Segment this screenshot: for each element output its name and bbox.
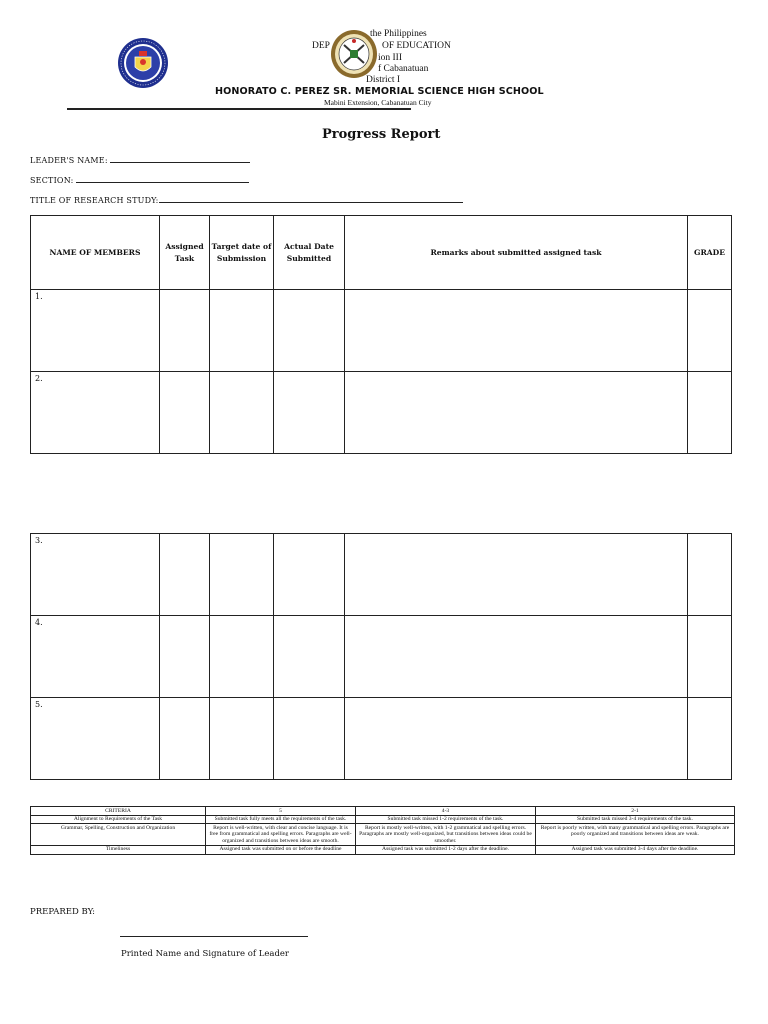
grade-cell[interactable] bbox=[688, 372, 732, 454]
header-dep: DEP bbox=[312, 41, 330, 51]
actual-cell[interactable] bbox=[274, 616, 345, 698]
header-country: the Philippines bbox=[370, 29, 427, 39]
rubric-criteria: Alignment to Requirements of the Task bbox=[31, 815, 206, 824]
table-row bbox=[31, 372, 732, 454]
rubric-header-row bbox=[31, 807, 735, 816]
row-number: 1. bbox=[35, 292, 43, 301]
page-title: Progress Report bbox=[322, 127, 441, 142]
header-members: NAME OF MEMBERS bbox=[31, 216, 160, 290]
header-line-1 bbox=[370, 29, 460, 40]
leader-name-line[interactable] bbox=[110, 155, 250, 163]
grade-cell[interactable] bbox=[688, 290, 732, 372]
header-line-4 bbox=[378, 64, 458, 75]
leader-name-field bbox=[30, 155, 250, 165]
row-number: 3. bbox=[35, 536, 43, 545]
rubric-row bbox=[31, 815, 735, 824]
remarks-cell[interactable] bbox=[345, 698, 688, 780]
remarks-cell[interactable] bbox=[345, 290, 688, 372]
rubric-table bbox=[30, 806, 735, 855]
rubric-cell: Report is poorly written, with many grammatical and spelling errors. Paragraphs are poorly organized and transitions between ideas are weak. bbox=[536, 824, 735, 846]
member-cell[interactable] bbox=[31, 534, 160, 616]
rubric-cell: Assigned task was submitted 1-2 days after the deadline. bbox=[356, 845, 536, 854]
rubric-header-5: 5 bbox=[206, 807, 356, 816]
remarks-cell[interactable] bbox=[345, 616, 688, 698]
rubric-cell: Submitted task missed 3-4 requirements of the task. bbox=[536, 815, 735, 824]
research-title-line[interactable] bbox=[159, 195, 463, 203]
actual-cell[interactable] bbox=[274, 372, 345, 454]
grade-cell[interactable] bbox=[688, 698, 732, 780]
target-cell[interactable] bbox=[210, 616, 274, 698]
rubric-cell: Assigned task was submitted on or before the deadline bbox=[206, 845, 356, 854]
target-cell[interactable] bbox=[210, 372, 274, 454]
table-row bbox=[31, 534, 732, 616]
target-cell[interactable] bbox=[210, 290, 274, 372]
header-district: District I bbox=[366, 75, 401, 85]
rubric-cell: Report is well-written, with clear and concise language. It is free from grammatical and spelling errors. Paragraphs are well-organized and transitions between ideas are smooth. bbox=[206, 824, 356, 846]
rubric-criteria: Timeliness bbox=[31, 845, 206, 854]
row-number: 2. bbox=[35, 374, 43, 383]
actual-cell[interactable] bbox=[274, 290, 345, 372]
member-cell[interactable] bbox=[31, 698, 160, 780]
section-label: SECTION: bbox=[30, 176, 74, 185]
member-cell[interactable] bbox=[31, 372, 160, 454]
header-region: ion III bbox=[378, 53, 403, 63]
rubric-cell: Assigned task was submitted 3-4 days after the deadline. bbox=[536, 845, 735, 854]
assigned-cell[interactable] bbox=[160, 534, 210, 616]
header-target: Target date of Submission bbox=[210, 216, 274, 290]
header-assigned: Assigned Task bbox=[160, 216, 210, 290]
assigned-cell[interactable] bbox=[160, 372, 210, 454]
table-row bbox=[31, 616, 732, 698]
actual-cell[interactable] bbox=[274, 698, 345, 780]
remarks-cell[interactable] bbox=[345, 372, 688, 454]
assigned-cell[interactable] bbox=[160, 616, 210, 698]
research-title-label: TITLE OF RESEARCH STUDY: bbox=[30, 196, 159, 205]
grade-cell[interactable] bbox=[688, 616, 732, 698]
rubric-header-4-3: 4-3 bbox=[356, 807, 536, 816]
target-cell[interactable] bbox=[210, 534, 274, 616]
signature-caption: Printed Name and Signature of Leader bbox=[121, 949, 289, 959]
rubric-row bbox=[31, 824, 735, 846]
row-number: 4. bbox=[35, 618, 43, 627]
section-field bbox=[30, 175, 249, 185]
section-line[interactable] bbox=[76, 175, 249, 183]
progress-table-bottom bbox=[30, 533, 732, 780]
assigned-cell[interactable] bbox=[160, 698, 210, 780]
rubric-header-2-1: 2-1 bbox=[536, 807, 735, 816]
progress-table-top bbox=[30, 215, 732, 454]
header-remarks: Remarks about submitted assigned task bbox=[345, 216, 688, 290]
rubric-cell: Submitted task fully meets all the requirements of the task. bbox=[206, 815, 356, 824]
table-row bbox=[31, 290, 732, 372]
rubric-cell: Submitted task missed 1-2 requirements of the task. bbox=[356, 815, 536, 824]
header-line-5 bbox=[366, 75, 446, 86]
leader-name-label: LEADER'S NAME: bbox=[30, 156, 108, 165]
header-education: OF EDUCATION bbox=[381, 41, 451, 51]
remarks-cell[interactable] bbox=[345, 534, 688, 616]
row-number: 5. bbox=[35, 700, 43, 709]
header-division: f Cabanatuan bbox=[378, 64, 429, 74]
header-actual: Actual Date Submitted bbox=[274, 216, 345, 290]
table-row bbox=[31, 698, 732, 780]
rubric-criteria: Grammar, Spelling, Construction and Organization bbox=[31, 824, 206, 846]
rubric-cell: Report is mostly well-written, with 1-2 grammatical and spelling errors. Paragraphs are mostly well-organized, but transitions between ideas could be smoother. bbox=[356, 824, 536, 846]
signature-line[interactable] bbox=[120, 936, 308, 937]
school-seal-logo bbox=[330, 29, 378, 79]
header-line-3 bbox=[378, 53, 458, 64]
grade-cell[interactable] bbox=[688, 534, 732, 616]
member-cell[interactable] bbox=[31, 290, 160, 372]
member-cell[interactable] bbox=[31, 616, 160, 698]
header-divider bbox=[67, 108, 411, 110]
actual-cell[interactable] bbox=[274, 534, 345, 616]
assigned-cell[interactable] bbox=[160, 290, 210, 372]
school-name: HONORATO C. PEREZ SR. MEMORIAL SCIENCE HIGH SCHOOL bbox=[215, 86, 544, 97]
header-grade: GRADE bbox=[688, 216, 732, 290]
prepared-by-label: PREPARED BY: bbox=[30, 907, 96, 917]
research-title-field bbox=[30, 195, 463, 205]
school-address: Mabini Extension, Cabanatuan City bbox=[324, 98, 432, 107]
deped-seal-logo bbox=[117, 37, 169, 89]
rubric-header-criteria: CRITERIA bbox=[31, 807, 206, 816]
rubric-row bbox=[31, 845, 735, 854]
target-cell[interactable] bbox=[210, 698, 274, 780]
